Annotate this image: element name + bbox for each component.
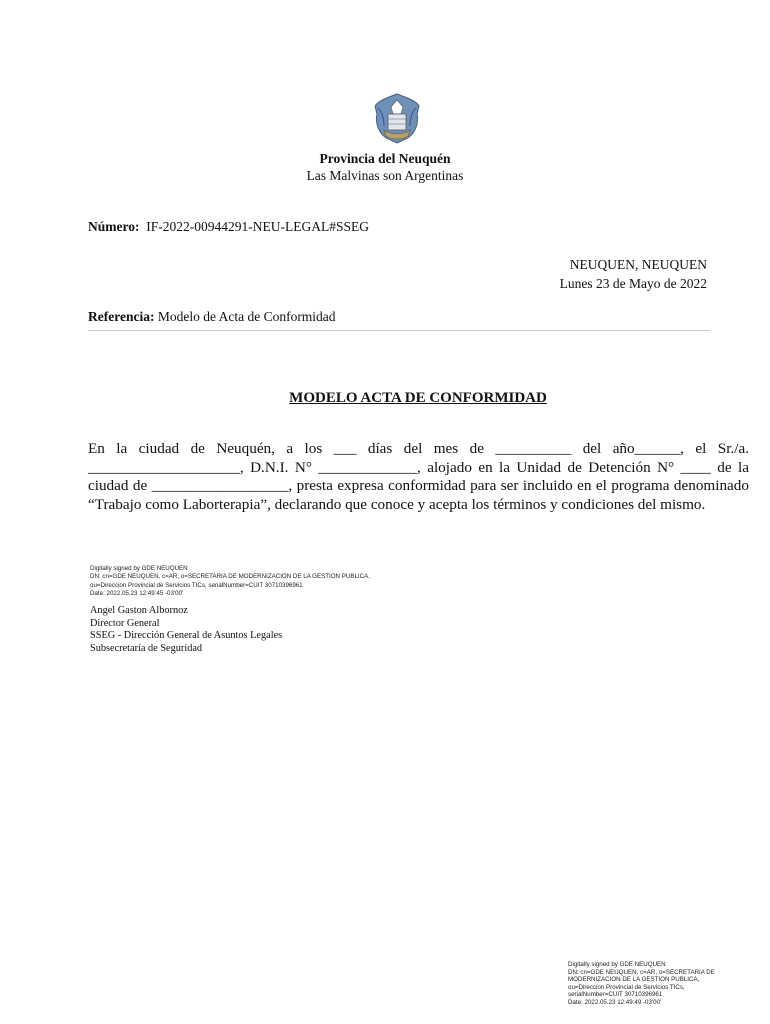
document-number: [88, 219, 369, 235]
neuquen-province-coat-of-arms-icon: [372, 92, 422, 144]
bottom-stamp-line: ou=Direccion Provincial de Servicios TICs,: [568, 983, 685, 991]
signer-name: Angel Gaston Albornoz: [90, 605, 188, 616]
bottom-digital-signature-stamp: [568, 961, 728, 1007]
header-divider: [88, 330, 710, 331]
signature-stamp-line: DN: cn=GDE NEUQUEN, c=AR, o=SECRETARIA DE MODERNIZACION DE LA GESTION PUBLICA,: [90, 573, 370, 581]
bottom-stamp-line: Digitally signed by GDE NEUQUEN: [568, 961, 666, 968]
document-number-value: IF-2022-00944291-NEU-LEGAL#SSEG: [146, 219, 369, 234]
reference-value: Modelo de Acta de Conformidad: [157, 309, 336, 324]
bottom-stamp-line: DN: cn=GDE NEUQUEN, c=AR, o=SECRETARIA DE: [568, 968, 715, 976]
document-body: En la ciudad de Neuquén, a los ___ días del mes de __________ del año______, el Sr./a. ____________________, D.N.I. N° _____________, alojado en la Unidad de Detención N° ____ de la ciudad de __________________, presta expresa conformidad para ser incluido en el programa denominado “Trabajo como Laborterapia”, declarando que conoce y acepta los términos y condiciones del mismo.: [88, 440, 749, 513]
document-reference: [88, 309, 336, 325]
document-date: Lunes 23 de Mayo de 2022: [559, 276, 707, 291]
organization-name: Provincia del Neuquén: [319, 151, 451, 166]
bottom-stamp-line: MODERNIZACION DE LA GESTION PUBLICA,: [568, 976, 700, 984]
document-title: MODELO ACTA DE CONFORMIDAD: [289, 390, 547, 406]
signer-block: [90, 605, 282, 655]
bottom-stamp-line: serialNumber=CUIT 30710396961: [568, 991, 663, 999]
document-number-label: Número:: [88, 219, 140, 234]
reference-label: Referencia:: [88, 309, 155, 324]
organization-motto: Las Malvinas son Argentinas: [306, 168, 464, 183]
signature-stamp-line: Digitally signed by GDE NEUQUEN: [90, 565, 188, 572]
location-date-block: [560, 255, 707, 293]
signer-department: SSEG - Dirección General de Asuntos Legales: [90, 630, 283, 642]
bottom-stamp-line: Date: 2022.05.23 12:49:49 -03'00': [568, 998, 662, 1006]
signer-role: Director General: [90, 617, 160, 629]
digital-signature-stamp: [90, 565, 420, 598]
signature-stamp-line: Date: 2022.05.23 12:49:45 -03'00': [90, 589, 184, 597]
signer-office: Subsecretaría de Seguridad: [90, 642, 203, 654]
document-location: NEUQUEN, NEUQUEN: [569, 257, 707, 272]
signature-stamp-line: ou=Direccion Provincial de Servicios TICs, serialNumber=CUIT 30710396961: [90, 581, 303, 589]
